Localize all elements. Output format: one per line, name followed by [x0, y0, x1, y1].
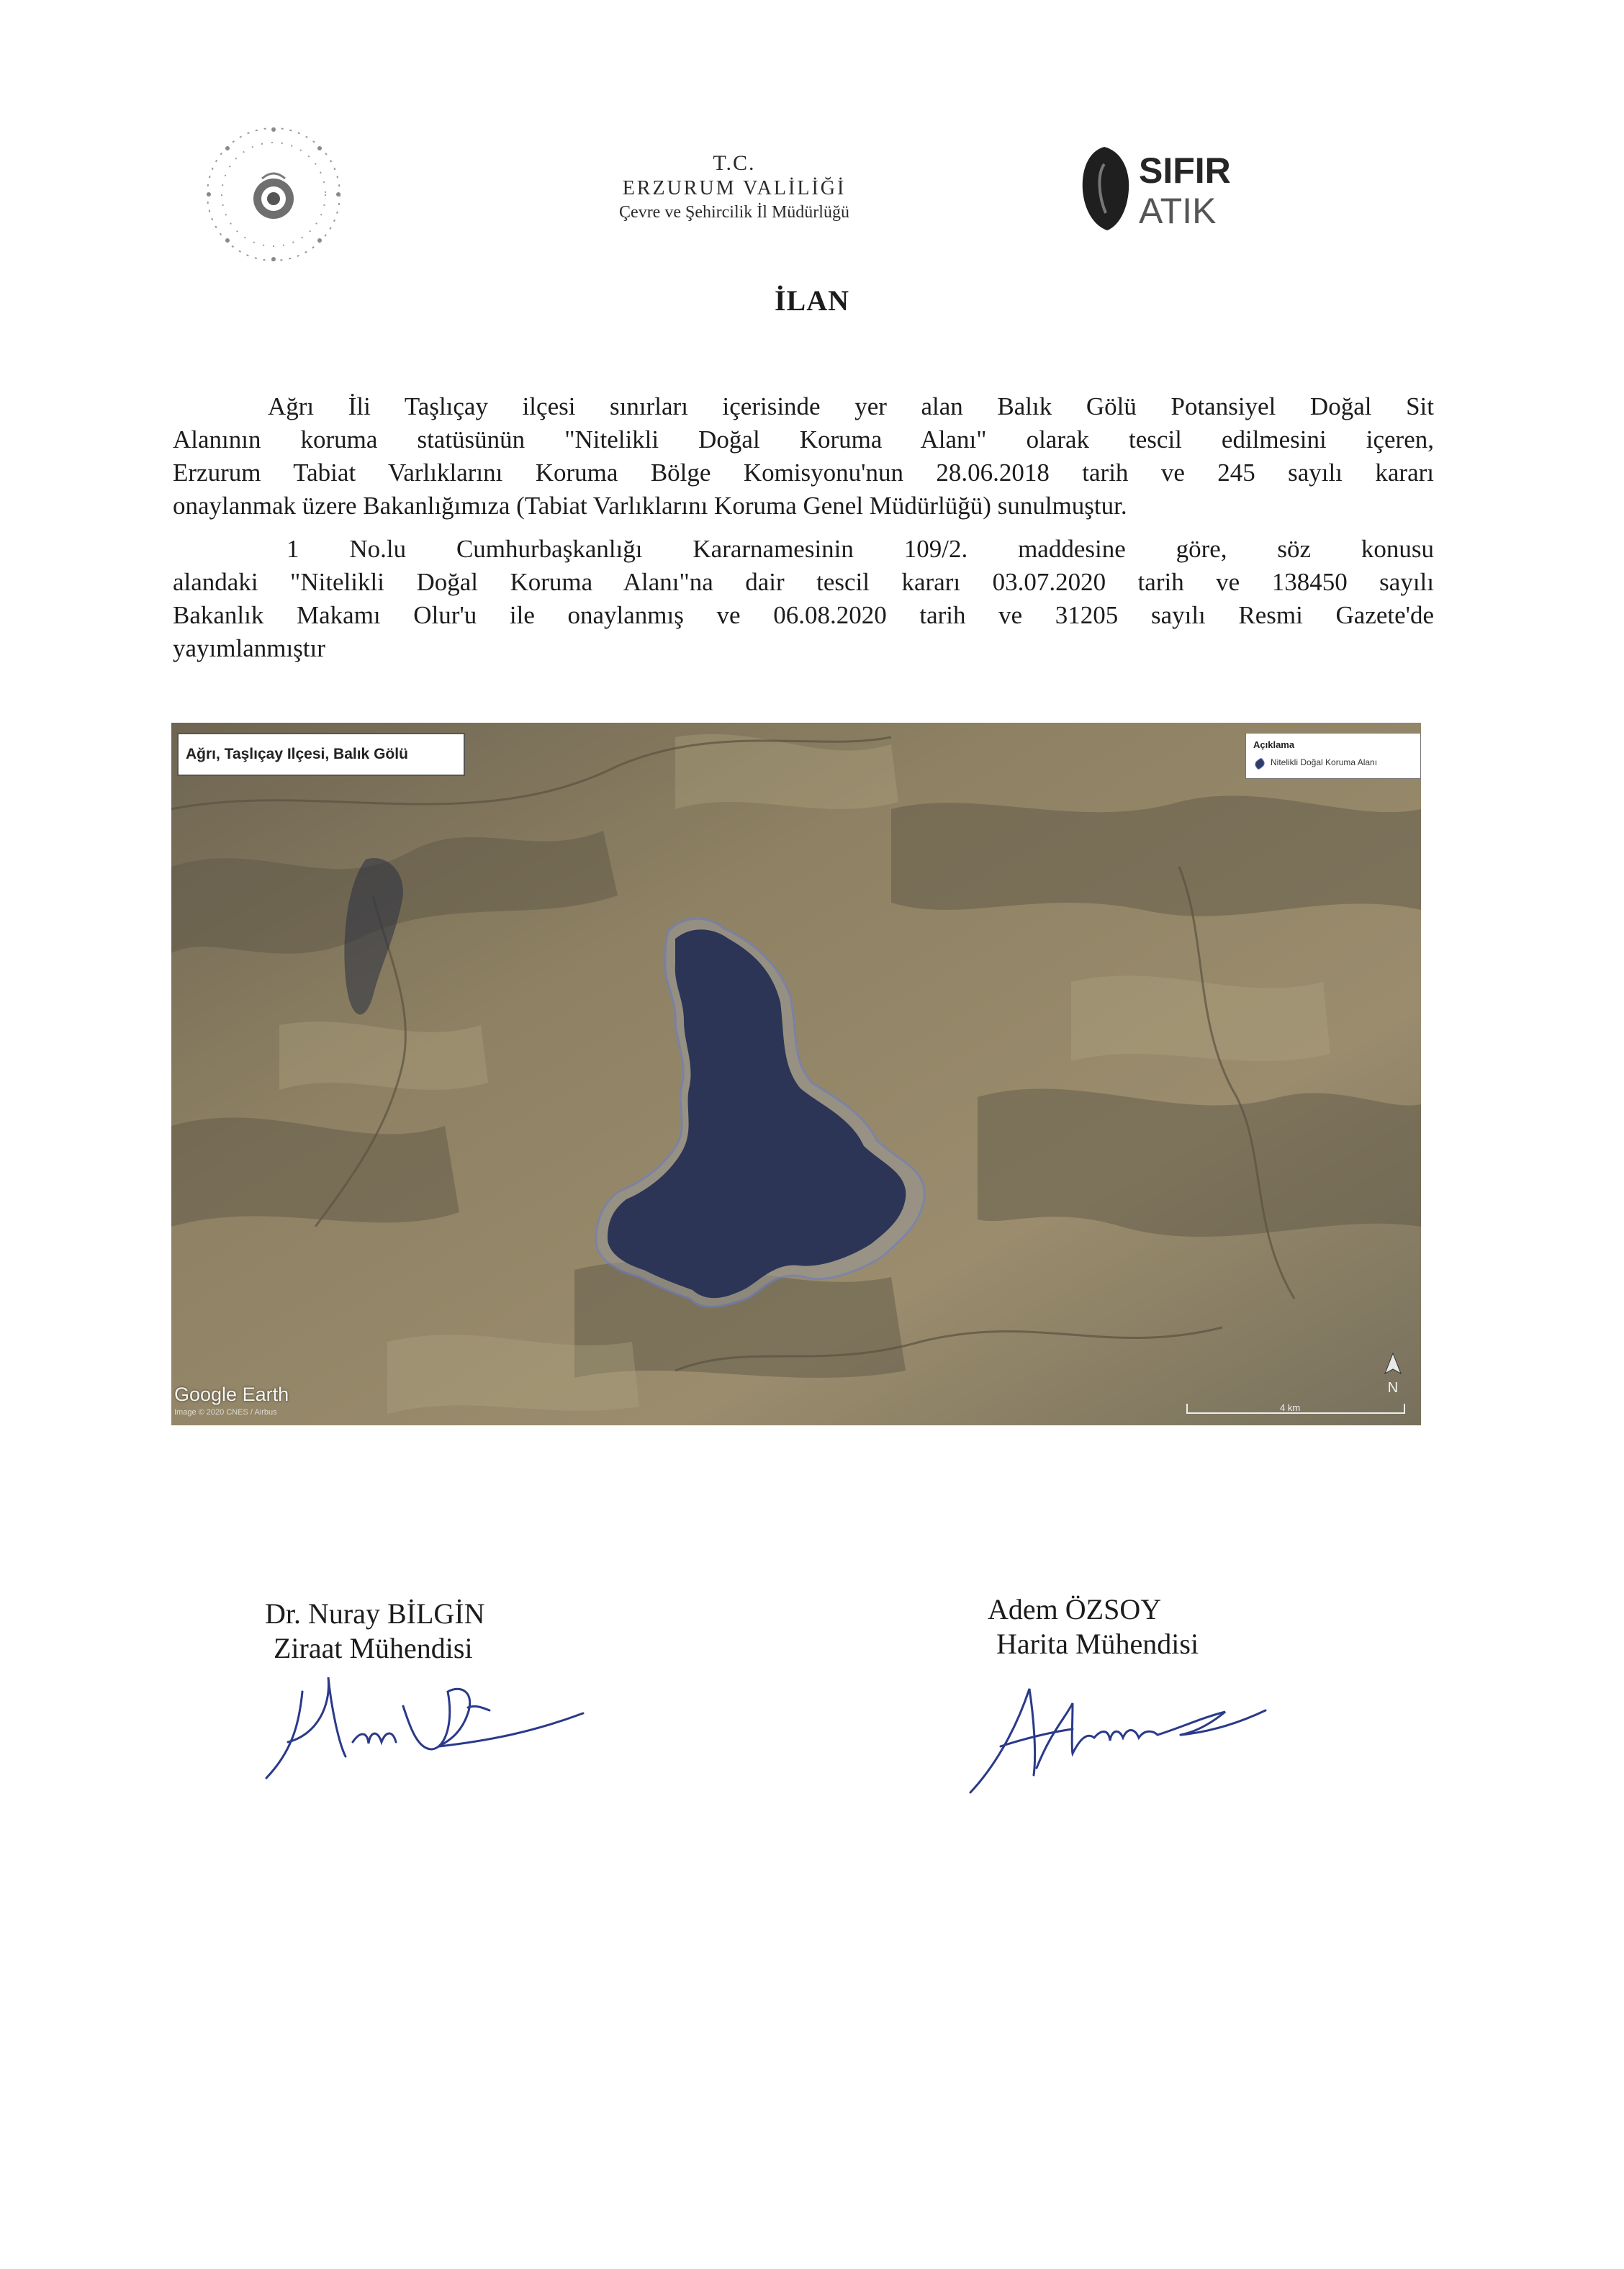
terrain-image: [171, 723, 1421, 1425]
announcement-title: İLAN: [774, 284, 850, 317]
map-title: Ağrı, Taşlıçay Ilçesi, Balık Gölü: [177, 733, 465, 776]
signatory-right-name: Adem ÖZSOY: [988, 1593, 1162, 1625]
institution-header: [461, 151, 1008, 222]
logo-word-atik: ATIK: [1139, 191, 1217, 231]
google-earth-watermark: Google Earth: [174, 1384, 289, 1405]
signature-left: [259, 1663, 590, 1785]
paragraph-2-line-2: alandaki "Nitelikli Doğal Koruma Alanı"na dair tescil kararı 03.07.2020 tarih ve 138450 sayılı: [173, 568, 1434, 596]
legend-item-label: Nitelikli Doğal Koruma Alanı: [1271, 757, 1378, 767]
header-line-1: T.C.: [713, 151, 756, 175]
north-arrow-icon: [1382, 1352, 1404, 1398]
scale-label: 4 km: [1280, 1402, 1301, 1413]
paragraph-2-line-4: yayımlanmıştır: [173, 634, 325, 662]
logo-word-sifir: SIFIR: [1139, 150, 1231, 191]
signatory-left-title: Ziraat Mühendisi: [274, 1632, 473, 1664]
signature-right: [965, 1660, 1267, 1797]
header-line-3: Çevre ve Şehircilik İl Müdürlüğü: [619, 203, 849, 222]
paragraph-2: [173, 533, 1434, 665]
imagery-copyright: Image © 2020 CNES / Airbus: [174, 1408, 277, 1417]
paragraph-1-line-2: Alanının koruma statüsünün "Nitelikli Doğal Koruma Alanı" olarak tescil edilmesini içeren,: [173, 425, 1434, 454]
north-label: N: [1387, 1380, 1399, 1396]
signatory-left-name: Dr. Nuray BİLGİN: [265, 1597, 485, 1630]
paragraph-1-line-3: Erzurum Tabiat Varlıklarını Koruma Bölge Komisyonu'nun 28.06.2018 tarih ve 245 sayılı kararı: [173, 459, 1434, 487]
paragraph-2-line-1: 1 No.lu Cumhurbaşkanlığı Kararnamesinin 109/2. maddesine göre, söz konusu: [287, 535, 1434, 563]
paragraph-1-line-1: Ağrı İli Taşlıçay ilçesi sınırları içerisinde yer alan Balık Gölü Potansiyel Doğal Sit: [268, 392, 1434, 420]
satellite-map: [171, 723, 1421, 1425]
header-line-2: ERZURUM VALİLİĞİ: [622, 177, 847, 199]
signatory-right-title: Harita Mühendisi: [996, 1628, 1199, 1660]
signatory-left: [265, 1597, 485, 1666]
legend-title: Açıklama: [1253, 739, 1295, 750]
legend-swatch-icon: [1253, 757, 1266, 770]
paragraph-1-line-4: onaylanmak üzere Bakanlığımıza (Tabiat Varlıklarını Koruma Genel Müdürlüğü) sunulmuştur.: [173, 492, 1127, 520]
paragraph-1: [173, 390, 1434, 523]
signatory-right: [988, 1592, 1199, 1661]
zero-waste-logo: [1073, 138, 1231, 239]
map-legend: [1245, 733, 1421, 779]
paragraph-2-line-3: Bakanlık Makamı Olur'u ile onaylanmış ve 06.08.2020 tarih ve 31205 sayılı Resmi Gazete'de: [173, 601, 1434, 629]
ministry-emblem-icon: [202, 122, 346, 266]
